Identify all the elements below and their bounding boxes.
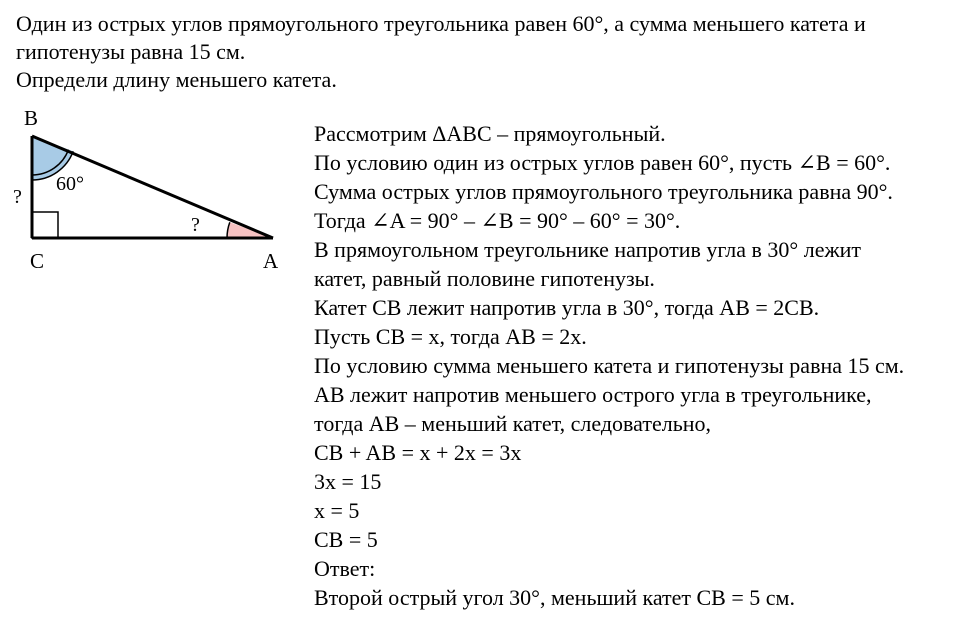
solution-line: x = 5 [314, 498, 360, 523]
solution-line: Тогда ∠A = 90° – ∠B = 90° – 60° = 30°. [314, 208, 681, 233]
solution-line: CB = 5 [314, 527, 378, 552]
vertex-b-label: B [24, 106, 39, 130]
answer-heading: Ответ: [314, 556, 376, 581]
solution-line: По условию один из острых углов равен 60°, пусть ∠B = 60°. [314, 150, 891, 175]
solution-line: Сумма острых углов прямоугольного треугольника равна 90°. [314, 179, 893, 204]
solution-line: В прямоугольном треугольнике напротив угла в 30° лежит [314, 237, 862, 262]
angle-a-value: ? [191, 214, 200, 236]
solution-line: Катет CB лежит напротив угла в 30°, тогда AB = 2CB. [314, 295, 820, 320]
vertex-c-label: C [30, 249, 45, 273]
problem-line-2: гипотенузы равна 15 см. [16, 39, 246, 64]
solution-line: тогда AB – меньший катет, следовательно, [314, 411, 712, 436]
vertex-a-label: A [263, 249, 279, 273]
side-cb-value: ? [13, 186, 22, 208]
solution-line: катет, равный половине гипотенузы. [314, 266, 655, 291]
triangle-figure [0, 95, 300, 295]
solution-line: Пусть CB = x, тогда AB = 2x. [314, 324, 587, 349]
solution-line: 3x = 15 [314, 469, 382, 494]
solution-line: AB лежит напротив меньшего острого угла в треугольнике, [314, 382, 872, 407]
solution-line: По условию сумма меньшего катета и гипотенузы равна 15 см. [314, 353, 905, 378]
angle-b-value: 60° [56, 173, 84, 195]
answer-text: Второй острый угол 30°, меньший катет CB = 5 см. [314, 585, 795, 610]
solution-text [314, 119, 974, 612]
solution-line: CB + AB = x + 2x = 3x [314, 440, 522, 465]
problem-line-3: Определи длину меньшего катета. [16, 67, 337, 92]
problem-line-1: Один из острых углов прямоугольного треугольника равен 60°, а сумма меньшего катета и [16, 11, 866, 36]
solution-line: Рассмотрим ΔABC – прямоугольный. [314, 121, 666, 146]
problem-statement [16, 10, 966, 94]
right-angle-marker [32, 212, 58, 238]
